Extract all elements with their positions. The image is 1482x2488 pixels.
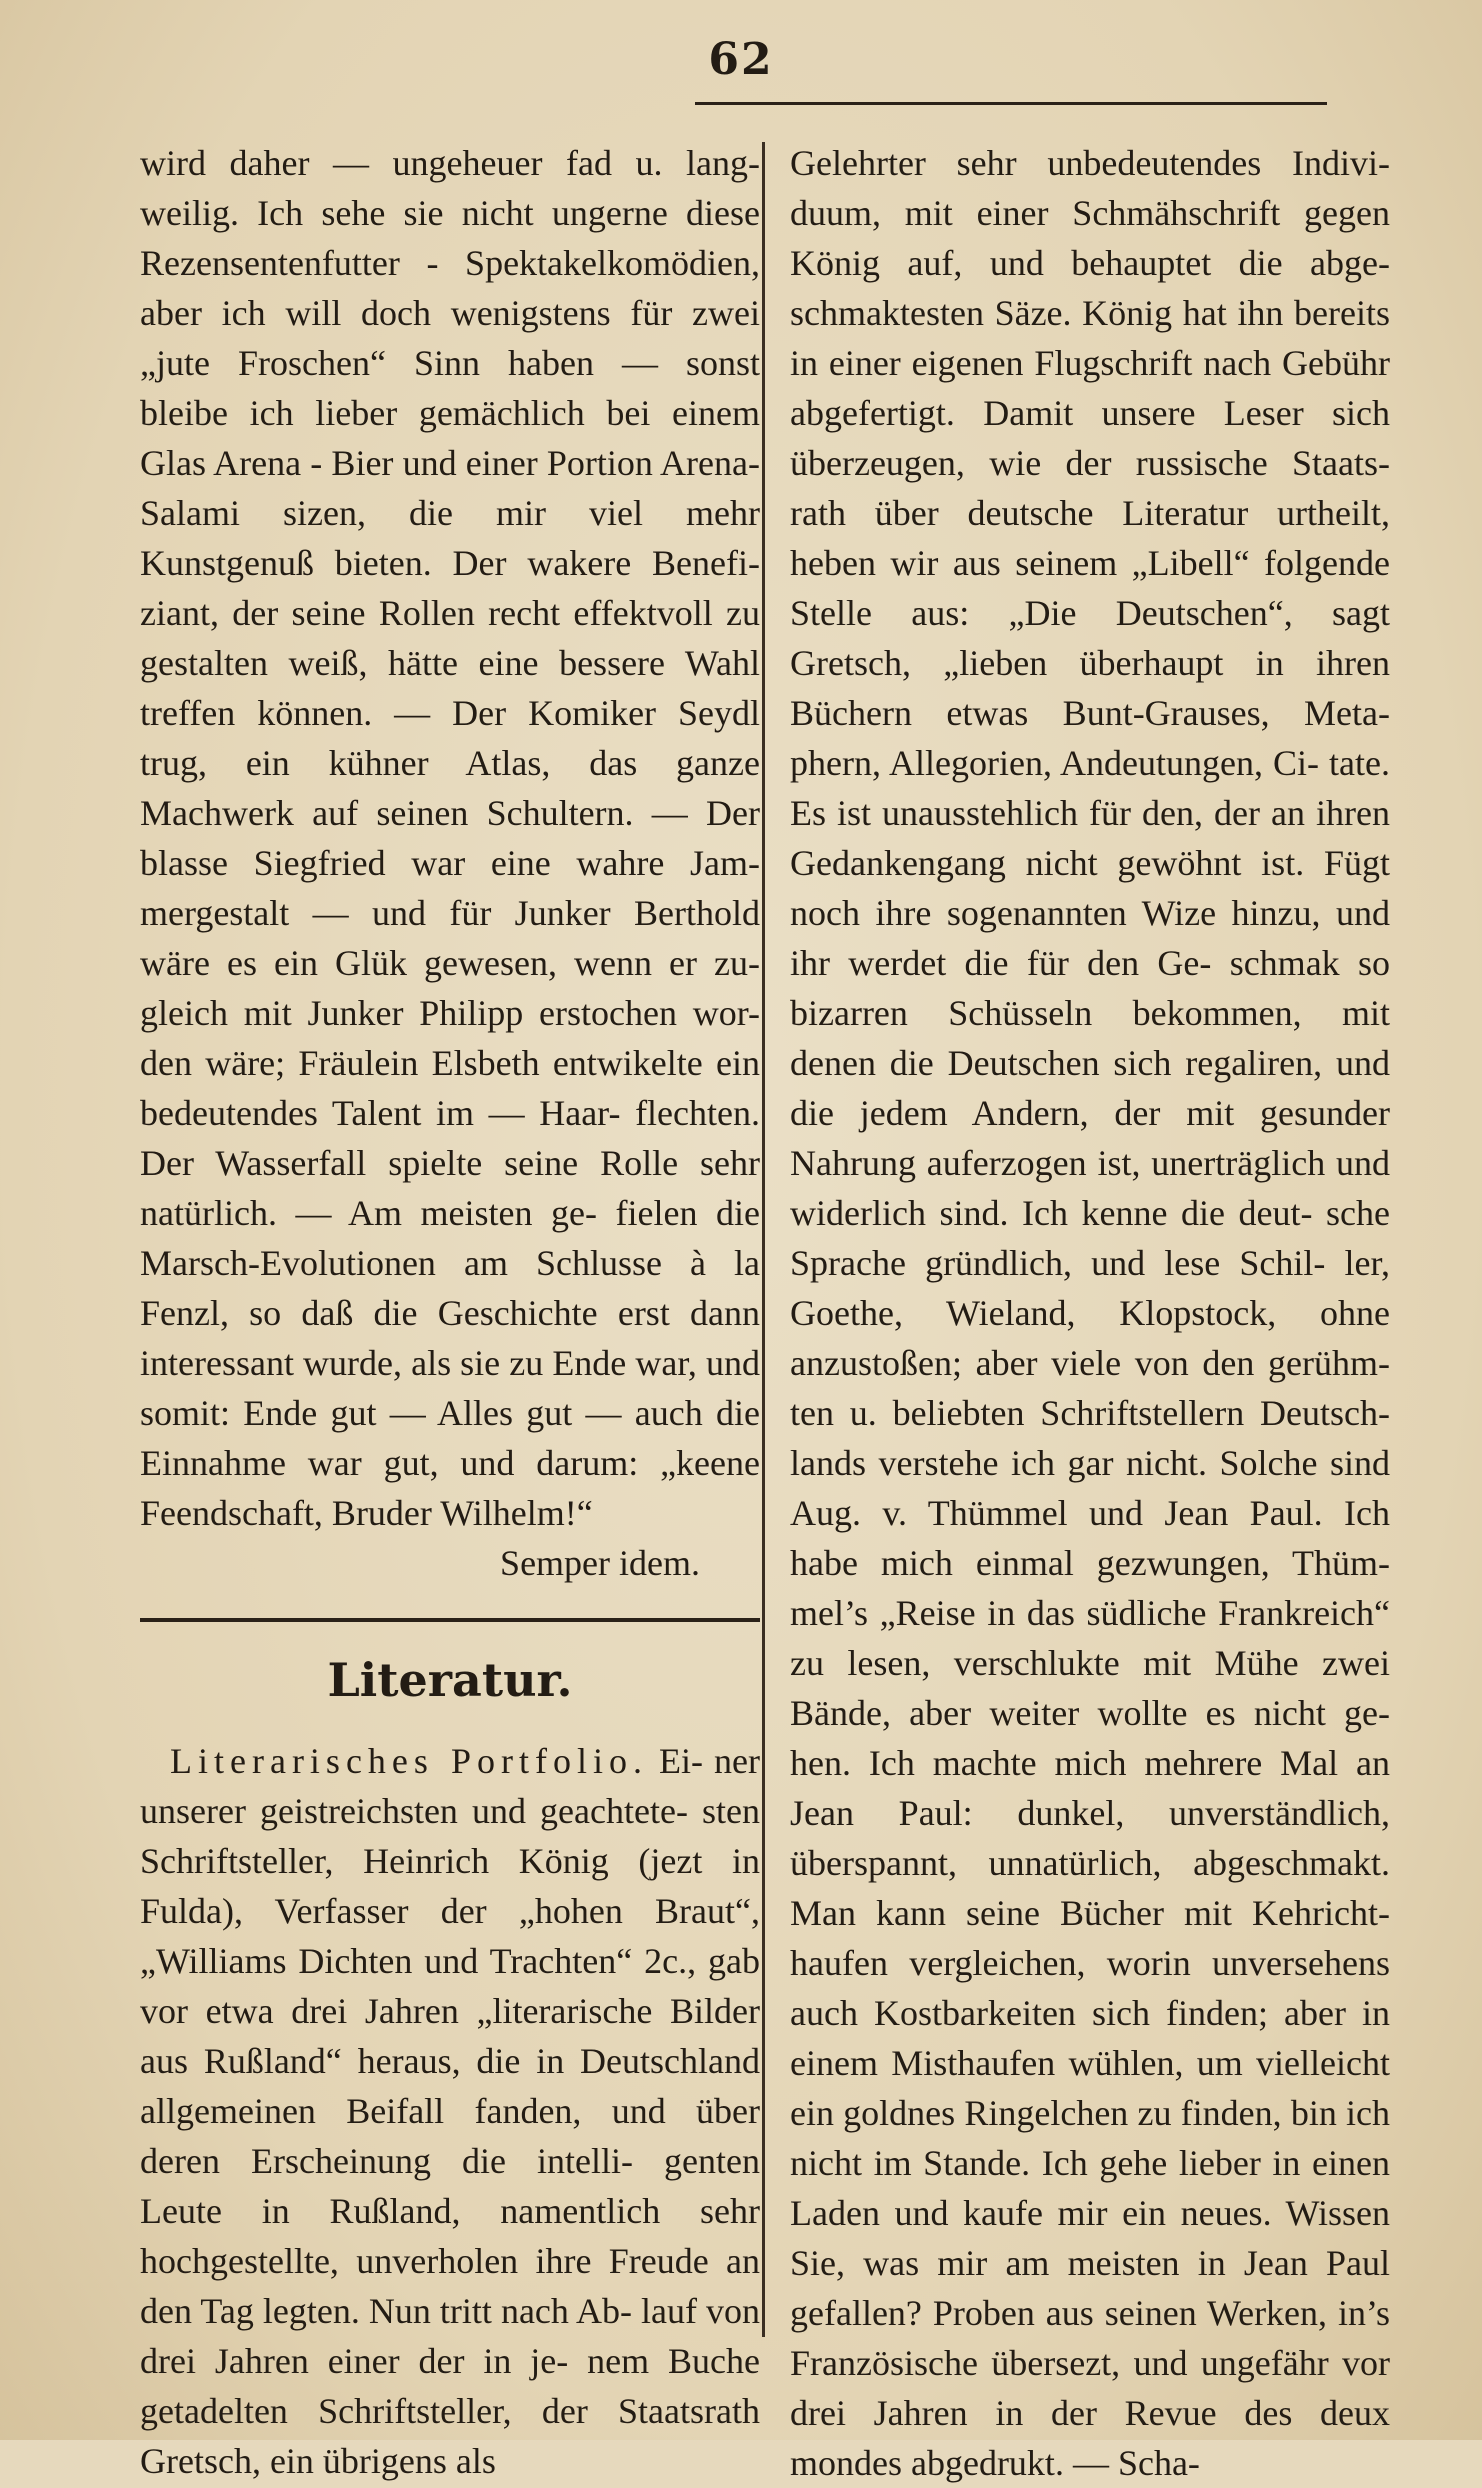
- review-signature: Semper idem.: [500, 1543, 700, 1583]
- section-divider: [140, 1618, 760, 1622]
- section-title-literatur: Literatur.: [327, 1653, 573, 1707]
- page-number: 62: [708, 34, 774, 85]
- literature-paragraph: [140, 1736, 760, 2486]
- left-column: [140, 138, 760, 2486]
- right-column-text: Gelehrter sehr unbedeutendes Indivi- duum, mit einer Schmähschrift gegen König auf, und behauptet die abge- schmaktesten Säze. König hat ihn bereits in einer eigenen Flugschrift nach Gebühr abgefertigt. Damit unsere Leser sich überzeugen, wie der russische Staats- rath über deutsche Literatur urtheilt, heben wir aus seinem „Libell“ folgende Stelle aus: „Die Deutschen“, sagt Gretsch, „lieben überhaupt in ihren Büchern etwas Bunt-Grauses, Meta- phern, Allegorien, Andeutungen, Ci- tate. Es ist unausstehlich für den, der an ihren Gedankengang nicht gewöhnt ist. Fügt noch ihre sogenannten Wize hinzu, und ihr werdet die für den Ge- schmak so bizarren Schüsseln bekommen, mit denen die Deutschen sich regaliren, und die jedem Andern, der mit gesunder Nahrung auferzogen ist, unerträglich und widerlich sind. Ich kenne die deut- sche Sprache gründlich, und lese Schil- ler, Goethe, Wieland, Klopstock, ohne anzustoßen; aber viele von den gerühm- ten u. beliebten Schriftstellern Deutsch- lands verstehe ich gar nicht. Solche sind Aug. v. Thümmel und Jean Paul. Ich habe mich einmal gezwungen, Thüm- mel’s „Reise in das südliche Frankreich“ zu lesen, verschlukte mit Mühe zwei Bände, aber weiter wollte es nicht ge- hen. Ich machte mich mehrere Mal an Jean Paul: dunkel, unverständlich, überspannt, unnatürlich, abgeschmakt. Man kann seine Bücher mit Kehricht- haufen vergleichen, worin unversehens auch Kostbarkeiten sich finden; aber in einem Misthaufen wühlen, um vielleicht ein goldnes Ringelchen zu finden, bin ich nicht im Stande. Ich gehe lieber in einen Laden und kaufe mir ein neues. Wissen Sie, was mir am meisten in Jean Paul gefallen? Proben aus seinen Werken, in’s Französische übersezt, und ungefähr vor drei Jahren in der Revue des deux mondes abgedrukt. — Scha-: [790, 143, 1390, 2483]
- header-rule: [695, 102, 1327, 105]
- literature-lead: Literarisches Portfolio.: [170, 1741, 648, 1781]
- literature-text: Ei- ner unserer geistreichsten und geachtete- sten Schriftsteller, Heinrich König (jezt in Fulda), Verfasser der „hohen Braut“, „Williams Dichten und Trachten“ 2c., gab vor etwa drei Jahren „literarische Bilder aus Rußland“ heraus, die in Deutschland allgemeinen Beifall fanden, und über deren Erscheinung die intelli- genten Leute in Rußland, namentlich sehr hochgestellte, unverholen ihre Freude an den Tag legten. Nun tritt nach Ab- lauf von drei Jahren einer der in je- nem Buche getadelten Schriftsteller, der Staatsrath Gretsch, ein übrigens als: [140, 1741, 760, 2481]
- right-column: [790, 138, 1390, 2488]
- column-rule: [762, 142, 765, 2337]
- theater-review-text: wird daher — ungeheuer fad u. lang- weilig. Ich sehe sie nicht ungerne diese Rezensentenfutter - Spektakelkomödien, aber ich will doch wenigstens für zwei „jute Froschen“ Sinn haben — sonst bleibe ich lieber gemächlich bei einem Glas Arena - Bier und einer Portion Arena-Salami sizen, die mir viel mehr Kunstgenuß bieten. Der wakere Benefi- ziant, der seine Rollen recht effektvoll zu gestalten weiß, hätte eine bessere Wahl treffen können. — Der Komiker Seydl trug, ein kühner Atlas, das ganze Machwerk auf seinen Schultern. — Der blasse Siegfried war eine wahre Jam- mergestalt — und für Junker Berthold wäre es ein Glük gewesen, wenn er zu- gleich mit Junker Philipp erstochen wor- den wäre; Fräulein Elsbeth entwikelte ein bedeutendes Talent im — Haar- flechten. Der Wasserfall spielte seine Rolle sehr natürlich. — Am meisten ge- fielen die Marsch-Evolutionen am Schlusse à la Fenzl, so daß die Geschichte erst dann interessant wurde, als sie zu Ende war, und somit: Ende gut — Alles gut — auch die Einnahme war gut, und darum: „keene Feendschaft, Bruder Wilhelm!“: [140, 143, 760, 1533]
